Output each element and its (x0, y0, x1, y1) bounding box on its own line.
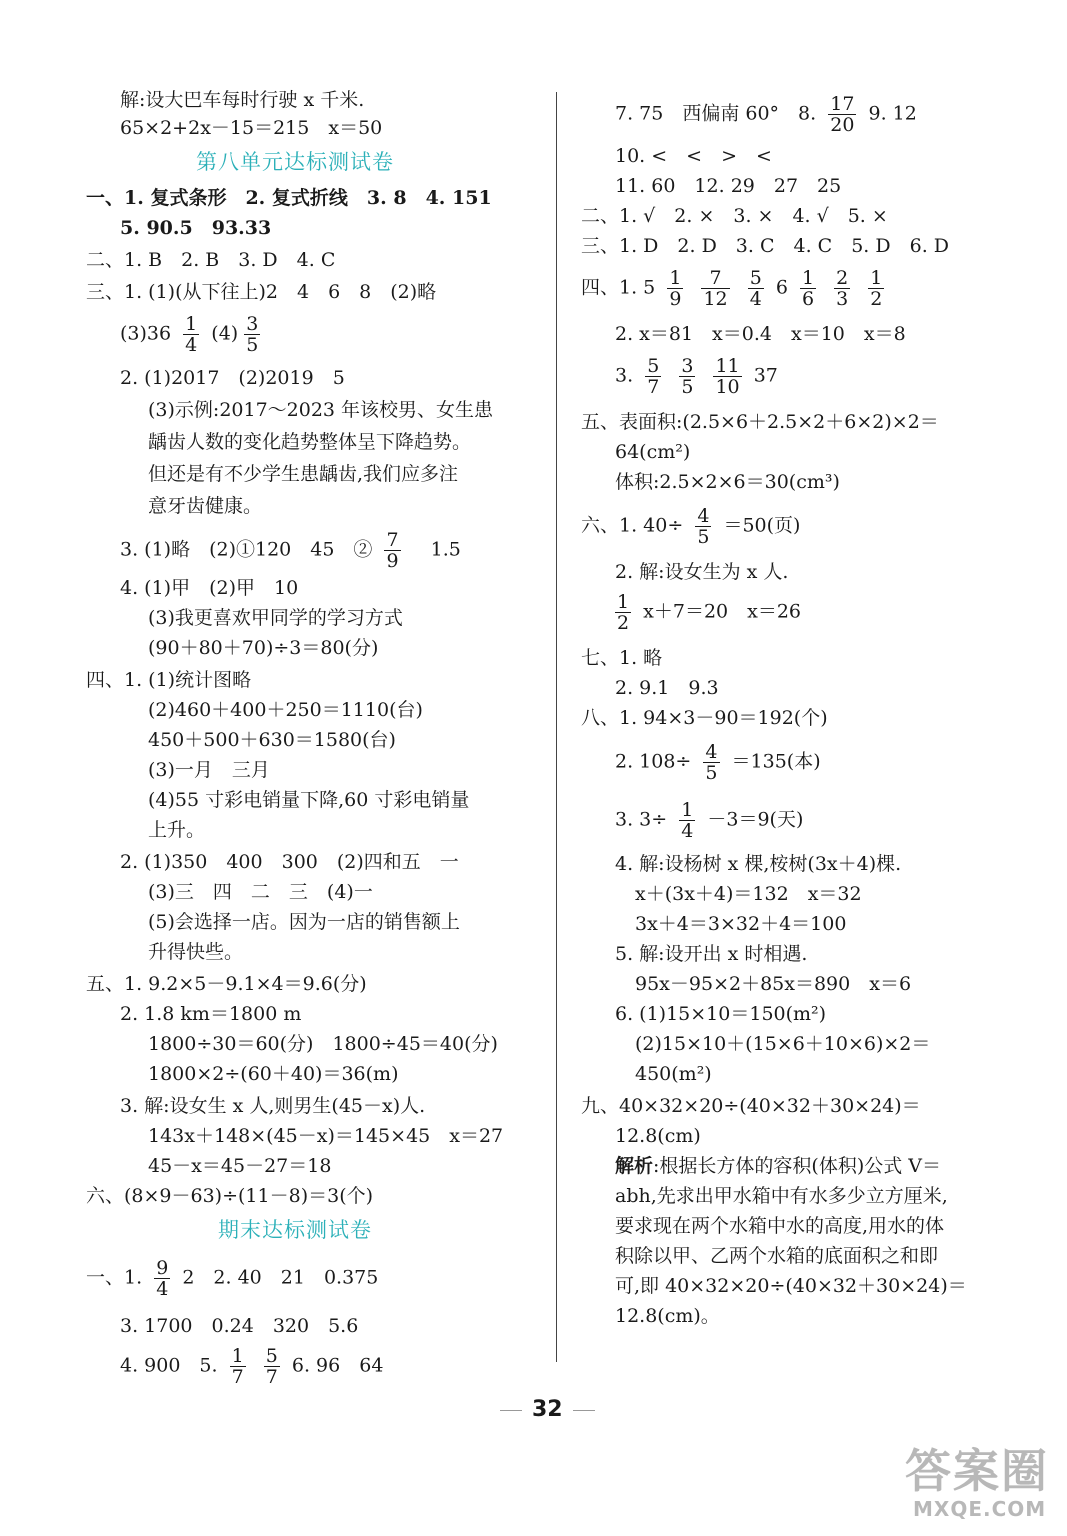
fraction: $\frac{9}{4}$ (156, 1257, 169, 1300)
analysis-line: 可,即 40×32×20÷(40×32＋30×24)＝ (615, 1275, 967, 1297)
fraction: $\frac{4}{5}$ (705, 741, 718, 784)
answer-line: 3. 3÷ $\frac{1}{4}$ －3＝9(天) (615, 799, 804, 842)
answer-line: 三、1. (1)(从下往上)2 4 6 8 (2)略 (86, 281, 437, 303)
answer-line: 体积:2.5×2×6＝30(cm³) (615, 471, 840, 493)
fraction: $\frac{1}{7}$ (231, 1345, 244, 1388)
answer-line: 意牙齿健康。 (148, 495, 263, 517)
fraction: $\frac{2}{3}$ (836, 267, 849, 310)
fraction: $\frac{1}{2}$ (870, 267, 883, 310)
answer-line: 3x＋4＝3×32＋4＝100 (635, 913, 847, 935)
answer-line: 95x－95×2＋85x＝890 x＝6 (635, 973, 912, 995)
answer-line: 5. 90.5 93.33 (120, 217, 272, 239)
answer-line: 四、1. (1)统计图略 (86, 669, 252, 691)
answer-line: (5)会选择一店。因为一店的销售额上 (148, 911, 460, 933)
answer-line: 4. (1)甲 (2)甲 10 (120, 577, 299, 599)
answer-line: 3. 1700 0.24 320 5.6 (120, 1315, 359, 1337)
section-heading-unit8: 第八单元达标测试卷 (196, 150, 394, 174)
analysis-line: 要求现在两个水箱中水的高度,用水的体 (615, 1215, 945, 1237)
fraction: $\frac{1}{4}$ (185, 313, 198, 356)
analysis-line: 12.8(cm)。 (615, 1305, 720, 1327)
answer-line: 2. (1)350 400 300 (2)四和五 一 (120, 851, 459, 873)
watermark-logo: 答案圈 MXQE.COM (905, 1444, 1049, 1521)
answer-line: 3. $\frac{5}{7}$ $\frac{3}{5}$ $\frac{11}{10}$ 37 (615, 355, 778, 398)
fraction: $\frac{11}{10}$ (715, 355, 740, 398)
fraction: $\frac{1}{6}$ (801, 267, 815, 310)
answer-line: (3)一月 三月 (148, 759, 270, 781)
answer-line: 450＋500＋630＝1580(台) (148, 729, 396, 751)
answer-line: 八、1. 94×3－90＝192(个) (581, 707, 828, 729)
answer-line: 2. 108÷ $\frac{4}{5}$ ＝135(本) (615, 741, 821, 784)
answer-line: 2. 9.1 9.3 (615, 677, 719, 699)
answer-line: x＋(3x＋4)＝132 x＝32 (635, 883, 862, 905)
answer-line: (2)460＋400＋250＝1110(台) (148, 699, 423, 721)
answer-line: 三、1. D 2. D 3. C 4. C 5. D 6. D (581, 235, 950, 257)
answer-line: (2)15×10＋(15×6＋10×6)×2＝ (635, 1033, 931, 1055)
answer-line: 64(cm²) (615, 441, 691, 463)
answer-line: 65×2+2x－15＝215 x＝50 (120, 117, 383, 139)
fraction: $\frac{7}{9}$ (386, 529, 399, 572)
section-heading-final: 期末达标测试卷 (218, 1218, 372, 1242)
answer-line: 龋齿人数的变化趋势整体呈下降趋势。 (148, 431, 472, 453)
analysis-line: abh,先求出甲水箱中有水多少立方厘米, (615, 1185, 948, 1207)
fraction: $\frac{5}{7}$ (647, 355, 660, 398)
answer-line: (3)36 $\frac{1}{4}$ (4) $\frac{3}{5}$ (120, 313, 259, 356)
fraction: $\frac{3}{5}$ (246, 313, 259, 356)
answer-line: 七、1. 略 (581, 647, 663, 669)
answer-line: 450(m²) (635, 1063, 712, 1085)
answer-line: 12.8(cm) (615, 1125, 701, 1147)
answer-line: 2. 1.8 km＝1800 m (120, 1003, 302, 1025)
column-divider (556, 92, 557, 1362)
answer-line: (3)我更喜欢甲同学的学习方式 (148, 607, 403, 629)
answer-line: 九、40×32×20÷(40×32＋30×24)＝ (581, 1095, 921, 1117)
answer-line: 一、1. 复式条形 2. 复式折线 3. 8 4. 151 (86, 187, 492, 209)
answer-line: 2. (1)2017 (2)2019 5 (120, 367, 345, 389)
answer-line: 4. 解:设杨树 x 棵,桉树(3x＋4)棵. (615, 853, 902, 875)
answer-line: 二、1. √ 2. × 3. × 4. √ 5. × (581, 205, 888, 227)
fraction: $\frac{3}{5}$ (681, 355, 694, 398)
answer-line: 四、1. 5 $\frac{1}{9}$ $\frac{7}{12}$ $\frac{5}{4}$ 6 $\frac{1}{6}$ $\frac{2}{3}$ $\frac{1}{2}$ (581, 267, 883, 310)
answer-line: 143x＋148×(45－x)＝145×45 x＝27 (148, 1125, 504, 1147)
answer-line: 六、(8×9－63)÷(11－8)＝3(个) (86, 1185, 374, 1207)
answer-line: 10. < < > < (615, 145, 772, 167)
answer-line: 上升。 (148, 819, 206, 841)
answer-line: 2. x＝81 x＝0.4 x＝10 x＝8 (615, 323, 906, 345)
analysis-line: 积除以甲、乙两个水箱的底面积之和即 (615, 1245, 939, 1267)
answer-line: 二、1. B 2. B 3. D 4. C (86, 249, 336, 271)
fraction: $\frac{1}{4}$ (681, 799, 694, 842)
fraction: $\frac{17}{20}$ (830, 93, 855, 136)
answer-line: 五、1. 9.2×5－9.1×4＝9.6(分) (86, 973, 367, 995)
answer-line: 45－x＝45－27＝18 (148, 1155, 332, 1177)
page-number: 32 (490, 1397, 605, 1422)
answer-line: 11. 60 12. 29 27 25 (615, 175, 842, 197)
fraction: $\frac{7}{12}$ (703, 267, 728, 310)
answer-line: 6. (1)15×10＝150(m²) (615, 1003, 827, 1025)
answer-line: 4. 900 5. $\frac{1}{7}$ $\frac{5}{7}$ 6. 96 64 (120, 1345, 384, 1388)
answer-line: 五、表面积:(2.5×6＋2.5×2＋6×2)×2＝ (581, 411, 939, 433)
fraction: $\frac{1}{2}$ (617, 591, 630, 634)
answer-line: 2. 解:设女生为 x 人. (615, 561, 789, 583)
answer-line: 1800×2÷(60＋40)＝36(m) (148, 1063, 399, 1085)
answer-line: 六、1. 40÷ $\frac{4}{5}$ ＝50(页) (581, 505, 801, 548)
answer-line: $\frac{1}{2}$ x＋7＝20 x＝26 (617, 591, 802, 634)
fraction: $\frac{4}{5}$ (697, 505, 710, 548)
answer-line: 1800÷30＝60(分) 1800÷45＝40(分) (148, 1033, 498, 1055)
answer-line: 3. (1)略 (2)①120 45 ② $\frac{7}{9}$ 1.5 (120, 529, 461, 572)
answer-line: 5. 解:设开出 x 时相遇. (615, 943, 808, 965)
answer-line: 但还是有不少学生患龋齿,我们应多注 (148, 463, 459, 485)
answer-line: (3)示例:2017～2023 年该校男、女生患 (148, 399, 494, 421)
answer-line: (3)三 四 二 三 (4)一 (148, 881, 373, 903)
answer-line: 3. 解:设女生 x 人,则男生(45－x)人. (120, 1095, 426, 1117)
fraction: $\frac{1}{9}$ (669, 267, 682, 310)
answer-line: (4)55 寸彩电销量下降,60 寸彩电销量 (148, 789, 470, 811)
fraction: $\frac{5}{7}$ (265, 1345, 278, 1388)
answer-line: 一、1. $\frac{9}{4}$ 2 2. 40 21 0.375 (86, 1257, 379, 1300)
answer-line: 7. 75 西偏南 60° 8. $\frac{17}{20}$ 9. 12 (615, 93, 917, 136)
answer-line: 升得快些。 (148, 941, 244, 963)
answer-line: 解:设大巴车每时行驶 x 千米. (120, 89, 365, 111)
fraction: $\frac{5}{4}$ (749, 267, 762, 310)
analysis-line: 解析:根据长方体的容积(体积)公式 V＝ (615, 1155, 942, 1177)
answer-line: (90＋80＋70)÷3＝80(分) (148, 637, 379, 659)
